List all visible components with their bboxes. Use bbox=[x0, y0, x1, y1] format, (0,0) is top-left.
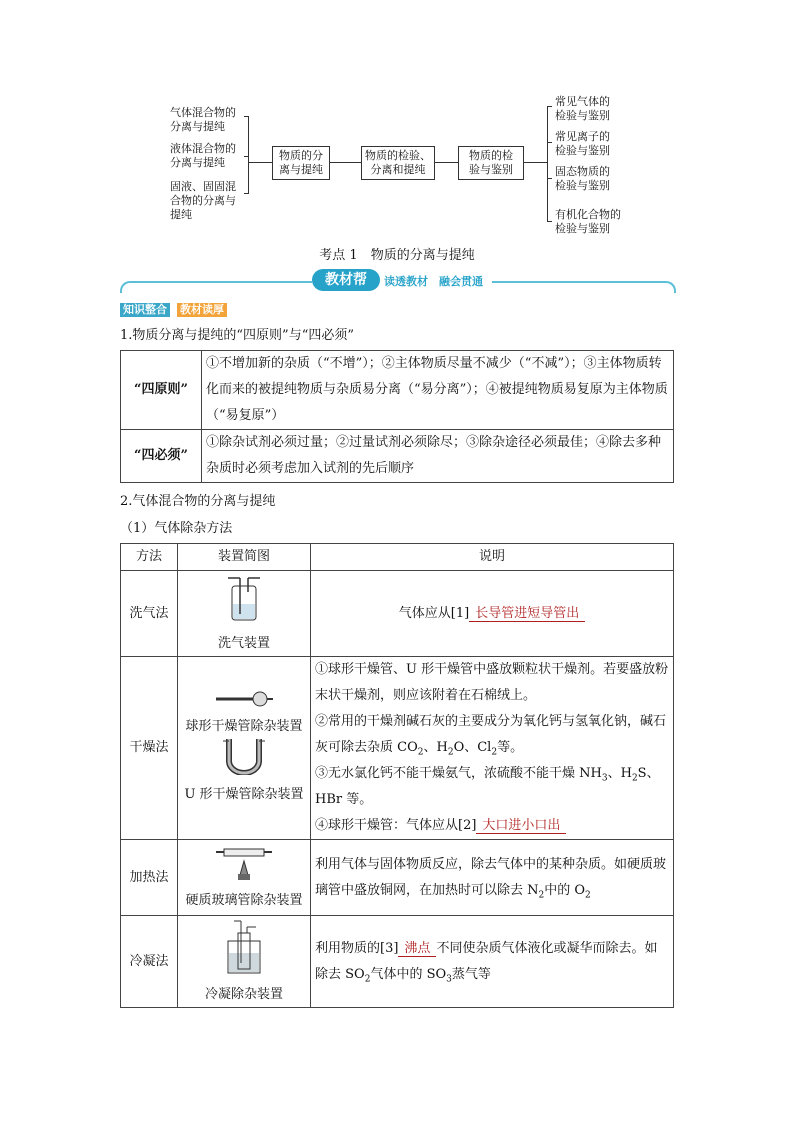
dry-point-3: ③无水氯化钙不能干燥氨气，浓硫酸不能干燥 $NH_3$、$H_2S$、HBr 等。 bbox=[315, 766, 660, 807]
cold-trap-icon bbox=[222, 919, 266, 975]
mindmap-box-separation: 物质的分 离与提纯 bbox=[272, 146, 330, 180]
tag-textbook: 教材读厚 bbox=[177, 303, 227, 317]
apparatus-wash bbox=[178, 571, 311, 657]
mindmap-box-center: 物质的检验、 分离和提纯 bbox=[361, 146, 435, 180]
glass-tube-heating-icon bbox=[214, 845, 274, 881]
answer-3: 沸点 bbox=[398, 941, 436, 957]
header-method: 方法 bbox=[121, 544, 178, 571]
heading-methods: （1）气体除杂方法 bbox=[120, 521, 233, 536]
table-cell-text: ①除杂试剂必须过量；②过量试剂必须除尽；③除杂途径必须最佳；④除去多种杂质时必须考虑加入试剂的先后顺序 bbox=[202, 430, 674, 483]
dry-point-2: ②常用的干燥剂碱石灰的主要成分为氧化钙与氢氧化钠，碱石灰可除去杂质 $CO_2$、$H_2O$、$Cl_2$等。 bbox=[315, 714, 667, 758]
gas-washing-bottle-icon bbox=[224, 574, 264, 624]
description-heat: 利用气体与固体物质反应，除去气体中的某种杂质。如硬质玻璃管中盛放铜网，在加热时可以除去 $N_2$中的 $O_2$ bbox=[311, 840, 674, 916]
mindmap-left-item: 气体混合物的 分离与提纯 bbox=[170, 106, 236, 133]
method-dry: 干燥法 bbox=[121, 657, 178, 840]
drying-tube-icon bbox=[214, 691, 274, 707]
table-row bbox=[121, 351, 674, 430]
heading-gas: 2.气体混合物的分离与提纯 bbox=[120, 494, 276, 509]
principles-table bbox=[120, 350, 674, 483]
method-cool: 冷凝法 bbox=[121, 916, 178, 1008]
dry-point-4: ④球形干燥管：气体应从[2] 大口进小口出 bbox=[315, 813, 669, 839]
u-tube-icon bbox=[221, 737, 267, 775]
methods-table bbox=[120, 543, 674, 1008]
table-row bbox=[121, 430, 674, 483]
caption-cool: 冷凝除杂装置 bbox=[204, 986, 283, 1002]
section-title: 考点 1 物质的分离与提纯 bbox=[319, 248, 475, 263]
mindmap-right-item: 固态物质的 检验与鉴别 bbox=[555, 165, 610, 192]
mindmap-right-item: 常见离子的 检验与鉴别 bbox=[555, 130, 610, 157]
method-wash: 洗气法 bbox=[121, 571, 178, 657]
tag-knowledge: 知识整合 bbox=[120, 303, 170, 317]
table-cell-label: “四原则” bbox=[121, 351, 202, 430]
table-row bbox=[121, 657, 674, 840]
mindmap-right-item: 有机化合物的 检验与鉴别 bbox=[555, 208, 621, 235]
table-row bbox=[121, 916, 674, 1008]
apparatus-dry bbox=[178, 657, 311, 840]
wash-text: 气体应从[1] bbox=[398, 605, 470, 621]
heading-principles: 1.物质分离与提纯的“四原则”与“四必须” bbox=[120, 328, 354, 343]
description-wash bbox=[311, 571, 674, 657]
dry-point-1: ①球形干燥管、U 形干燥管中盛放颗粒状干燥剂。若要盛放粉末状干燥剂，则应该附着在石棉绒上。 bbox=[315, 662, 669, 703]
apparatus-heat bbox=[178, 840, 311, 916]
table-header-row bbox=[121, 544, 674, 571]
banner-line-left bbox=[120, 281, 312, 293]
mindmap-left-item: 固液、固固混 合物的分离与 提纯 bbox=[170, 180, 236, 221]
caption-dry-1: 球形干燥管除杂装置 bbox=[185, 719, 303, 734]
mindmap-box-identification: 物质的检 验与鉴别 bbox=[458, 146, 524, 180]
table-cell-label: “四必须” bbox=[121, 430, 202, 483]
banner-subtitle: 读透教材 融会贯通 bbox=[384, 275, 483, 288]
banner-line-right bbox=[492, 281, 676, 293]
description-dry bbox=[311, 657, 674, 840]
caption-dry-2: U 形干燥管除杂装置 bbox=[184, 787, 304, 802]
table-cell-text: ①不增加新的杂质（“不增”）；②主体物质尽量不减少（“不减”）；③主体物质转化而来的被提纯物质与杂质易分离（“易分离”）；④被提纯物质易复原为主体物质（“易复原”） bbox=[202, 351, 674, 430]
answer-1: 长导管进短导管出 bbox=[469, 606, 585, 622]
header-apparatus: 装置简图 bbox=[178, 544, 311, 571]
apparatus-cool bbox=[178, 916, 311, 1008]
caption-wash: 洗气装置 bbox=[217, 635, 270, 651]
banner-label: 教材帮 bbox=[312, 269, 380, 291]
table-row bbox=[121, 840, 674, 916]
answer-2: 大口进小口出 bbox=[476, 818, 566, 834]
table-row bbox=[121, 571, 674, 657]
mindmap-left-item: 液体混合物的 分离与提纯 bbox=[170, 142, 236, 169]
header-description: 说明 bbox=[311, 544, 674, 571]
caption-heat: 硬质玻璃管除杂装置 bbox=[185, 892, 303, 908]
mindmap-right-item: 常见气体的 检验与鉴别 bbox=[555, 95, 610, 122]
method-heat: 加热法 bbox=[121, 840, 178, 916]
description-cool: 利用物质的[3] 沸点 不同使杂质气体液化或凝华而除去。如除去 $SO_2$气体中的 $SO_3$蒸气等 bbox=[311, 916, 674, 1008]
